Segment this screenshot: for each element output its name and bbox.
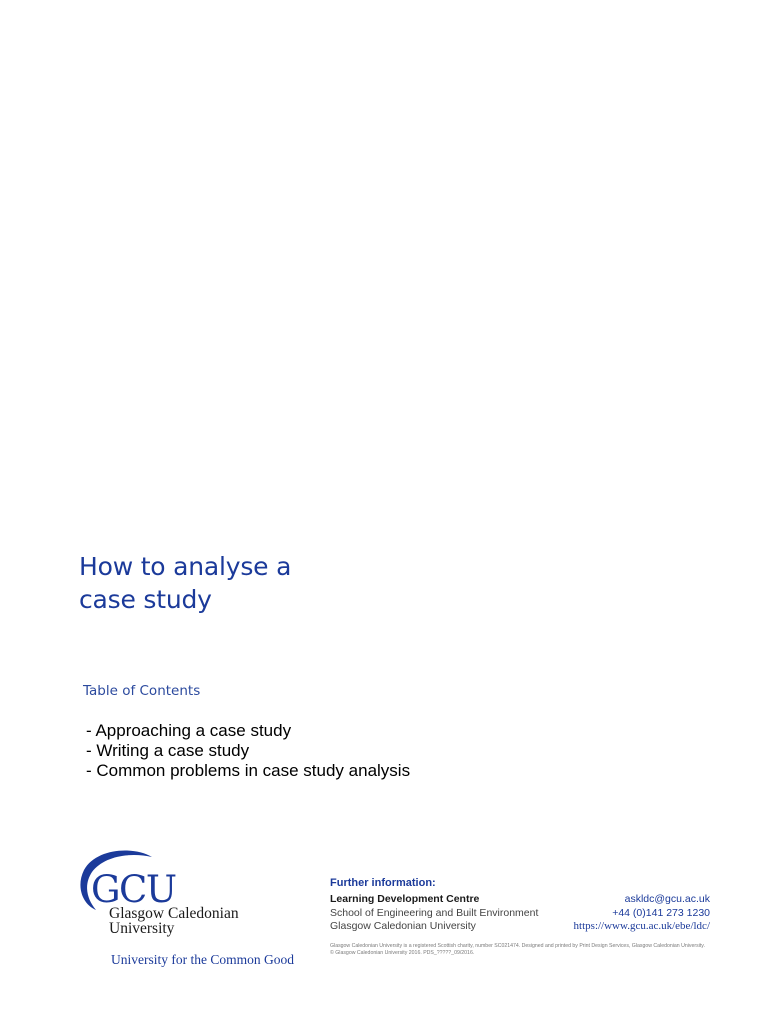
phone-number[interactable]: +44 (0)141 273 1230 [612, 906, 710, 919]
email-link[interactable]: askldc@gcu.ac.uk [624, 893, 710, 905]
university-name: Glasgow Caledonian University [330, 920, 476, 932]
logo-name-line-2: University [109, 920, 175, 937]
logo-acronym: GCU [91, 868, 176, 911]
toc-list [86, 721, 410, 781]
centre-name: Learning Development Centre [330, 893, 480, 905]
info-row [330, 907, 710, 921]
info-row [330, 920, 710, 934]
further-info-heading: Further information: [330, 877, 436, 889]
gcu-logo [78, 848, 308, 972]
info-row [330, 893, 710, 907]
toc-item: - Approaching a case study [86, 721, 292, 740]
toc-item: - Common problems in case study analysis [86, 761, 411, 780]
fine-print: Glasgow Caledonian University is a registered Scottish charity, number SC021474. Designed and printed by Print Design Services, Glasgow Caledonian University. © Glasgow Caledonian University 2016. PDS_?????_09/2016. [330, 942, 705, 956]
logo-university-name [109, 906, 239, 936]
further-information [330, 877, 710, 957]
toc-heading: Table of Contents [83, 683, 201, 699]
document-title-line-2: case study [79, 585, 212, 614]
school-name: School of Engineering and Built Environment [330, 906, 539, 919]
logo-name-line-1: Glasgow Caledonian [109, 905, 239, 922]
document-title [79, 550, 291, 616]
logo-motto: University for the Common Good [111, 952, 294, 967]
toc-item: - Writing a case study [86, 741, 250, 760]
website-link[interactable]: https://www.gcu.ac.uk/ebe/ldc/ [573, 920, 710, 932]
document-title-line-1: How to analyse a [79, 552, 292, 581]
